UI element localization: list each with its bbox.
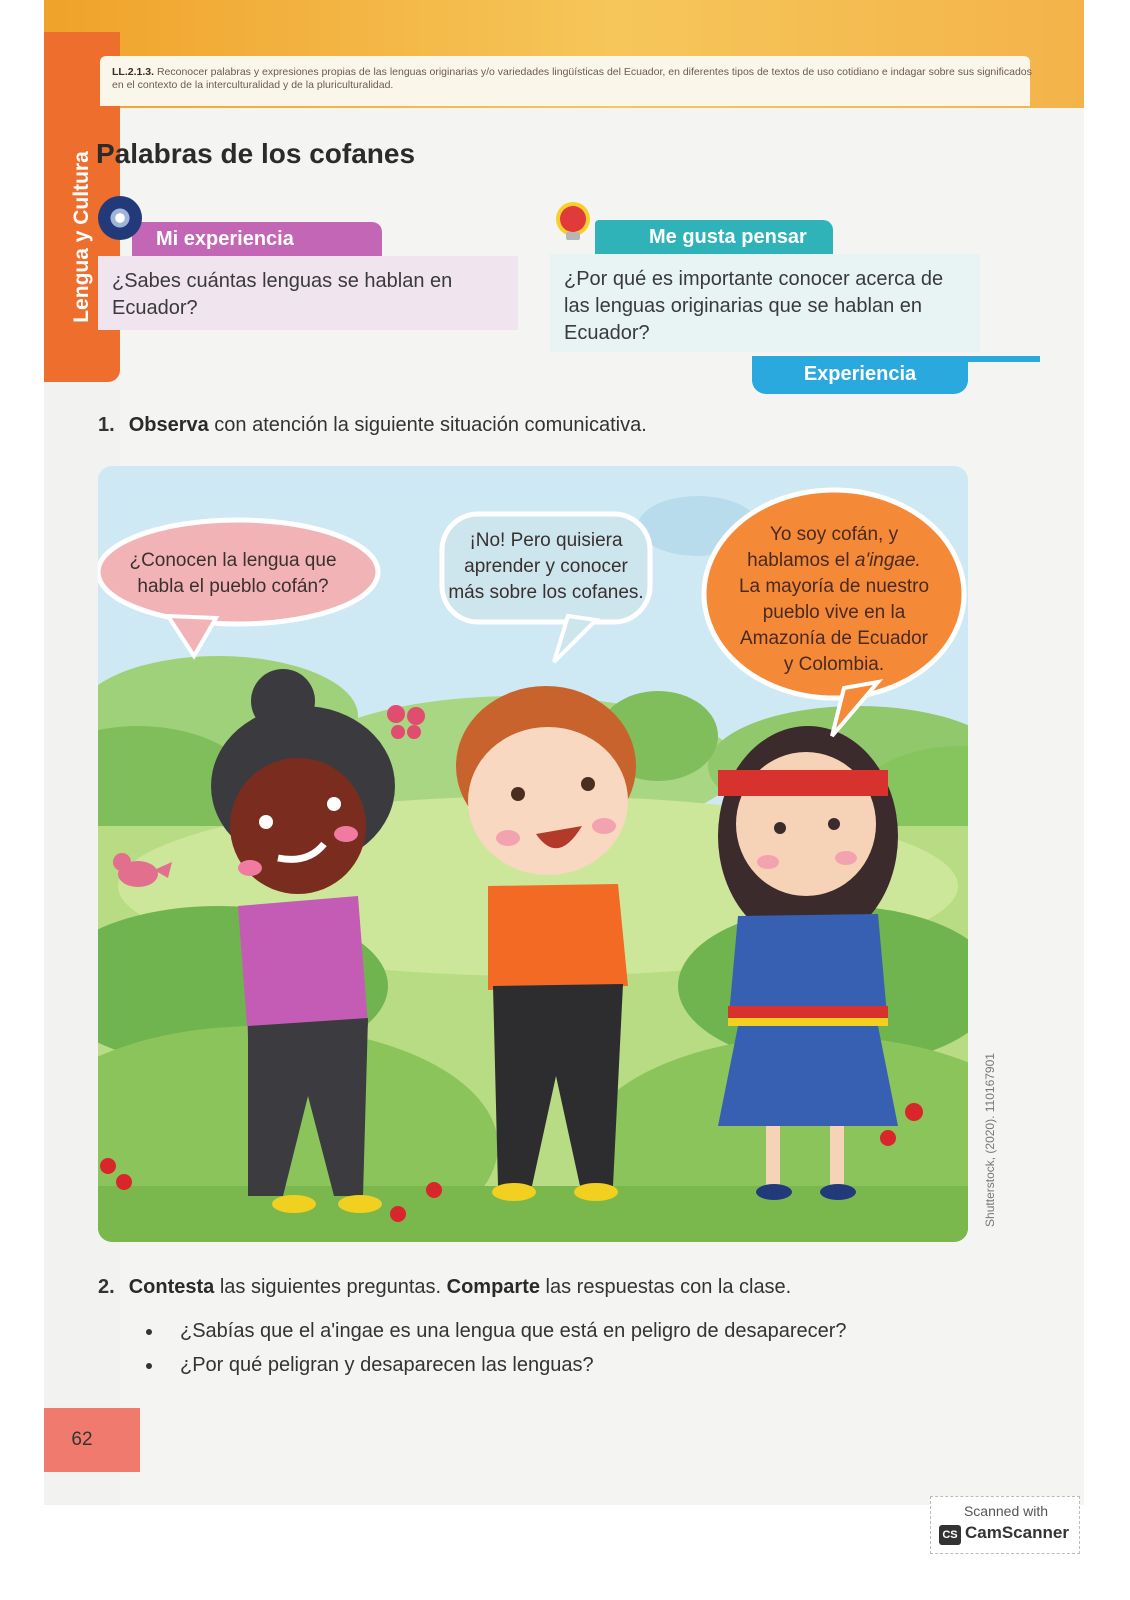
bubble-right-line-1: Yo soy cofán, y	[769, 524, 899, 545]
bubble-right-line-5: Amazonía de Ecuador	[739, 628, 928, 649]
bubble-right-line-2b: a'ingae.	[854, 550, 921, 571]
instruction-2-number: 2.	[98, 1276, 115, 1298]
bubble-right-line-2	[728, 548, 940, 574]
experiencia-tab: Experiencia	[752, 356, 968, 394]
speech-bubble-left	[120, 548, 346, 600]
page-number: 62	[44, 1408, 140, 1472]
instruction-1-number: 1.	[98, 414, 115, 436]
me-gusta-pensar-badge: Me gusta pensar	[595, 220, 833, 254]
instruction-2-keyword-1: Contesta	[128, 1276, 215, 1298]
side-tab-label: Lengua y Cultura	[70, 151, 93, 323]
instruction-1-text: con atención la siguiente situación comunicativa.	[208, 414, 647, 436]
instruction-1	[98, 414, 647, 437]
objective-code: LL.2.1.3.	[112, 66, 155, 78]
objective-description: Reconocer palabras y expresiones propias de las lenguas originarias y/o variedades lingüísticas del Ecuador, en diferentes tipos de textos de uso cotidiano e indagar sobre sus significados en el contexto de la interculturalidad y de la pluriculturalidad.	[112, 66, 1032, 91]
me-gusta-pensar-question: ¿Por qué es importante conocer acerca de las lenguas originarias que se hablan en Ecuador?	[550, 254, 980, 352]
bubble-middle-line-1: ¡No! Pero quisiera	[469, 530, 623, 551]
scanner-caption: Scanned with	[963, 1503, 1049, 1519]
list-item: ¿Sabías que el a'ingae es una lengua que está en peligro de desaparecer?	[140, 1314, 847, 1348]
instruction-2-rest: las respuestas con la clase.	[540, 1276, 792, 1298]
bubble-middle-line-3: más sobre los cofanes.	[448, 582, 644, 603]
mi-experiencia-badge: Mi experiencia	[132, 222, 382, 256]
bubble-middle-line-2: aprender y conocer	[464, 556, 628, 577]
bubble-left-line-2: habla el pueblo cofán?	[137, 576, 329, 597]
gears-icon	[98, 196, 142, 240]
instruction-1-keyword: Observa	[128, 414, 209, 436]
bubble-right-line-4: pueblo vive en la	[762, 602, 906, 623]
scanner-name: CamScanner	[965, 1523, 1069, 1542]
objective-text	[112, 66, 1032, 92]
bubble-right-line-2a: hablamos el	[747, 550, 855, 571]
question-list	[140, 1314, 847, 1382]
image-credit: Shutterstock, (2020). 110167901	[983, 1053, 997, 1227]
instruction-2	[98, 1276, 791, 1299]
bubble-right-line-6: y Colombia.	[783, 654, 885, 675]
instruction-2-mid: las siguientes preguntas.	[214, 1276, 447, 1298]
bubble-left-line-1: ¿Conocen la lengua que	[129, 550, 337, 571]
list-item: ¿Por qué peligran y desaparecen las lenguas?	[140, 1348, 847, 1382]
mi-experiencia-question: ¿Sabes cuántas lenguas se hablan en Ecuador?	[98, 256, 518, 330]
speech-bubble-middle	[442, 528, 650, 606]
camscanner-badge	[930, 1496, 1080, 1554]
bubble-right-line-3: La mayoría de nuestro	[738, 576, 930, 597]
lightbulb-icon	[550, 198, 594, 242]
speech-bubble-right	[728, 522, 940, 678]
camscanner-logo-icon: CS	[939, 1525, 961, 1545]
experiencia-tab-line	[968, 356, 1040, 362]
page-title: Palabras de los cofanes	[96, 138, 416, 169]
instruction-2-keyword-2: Comparte	[446, 1276, 540, 1298]
